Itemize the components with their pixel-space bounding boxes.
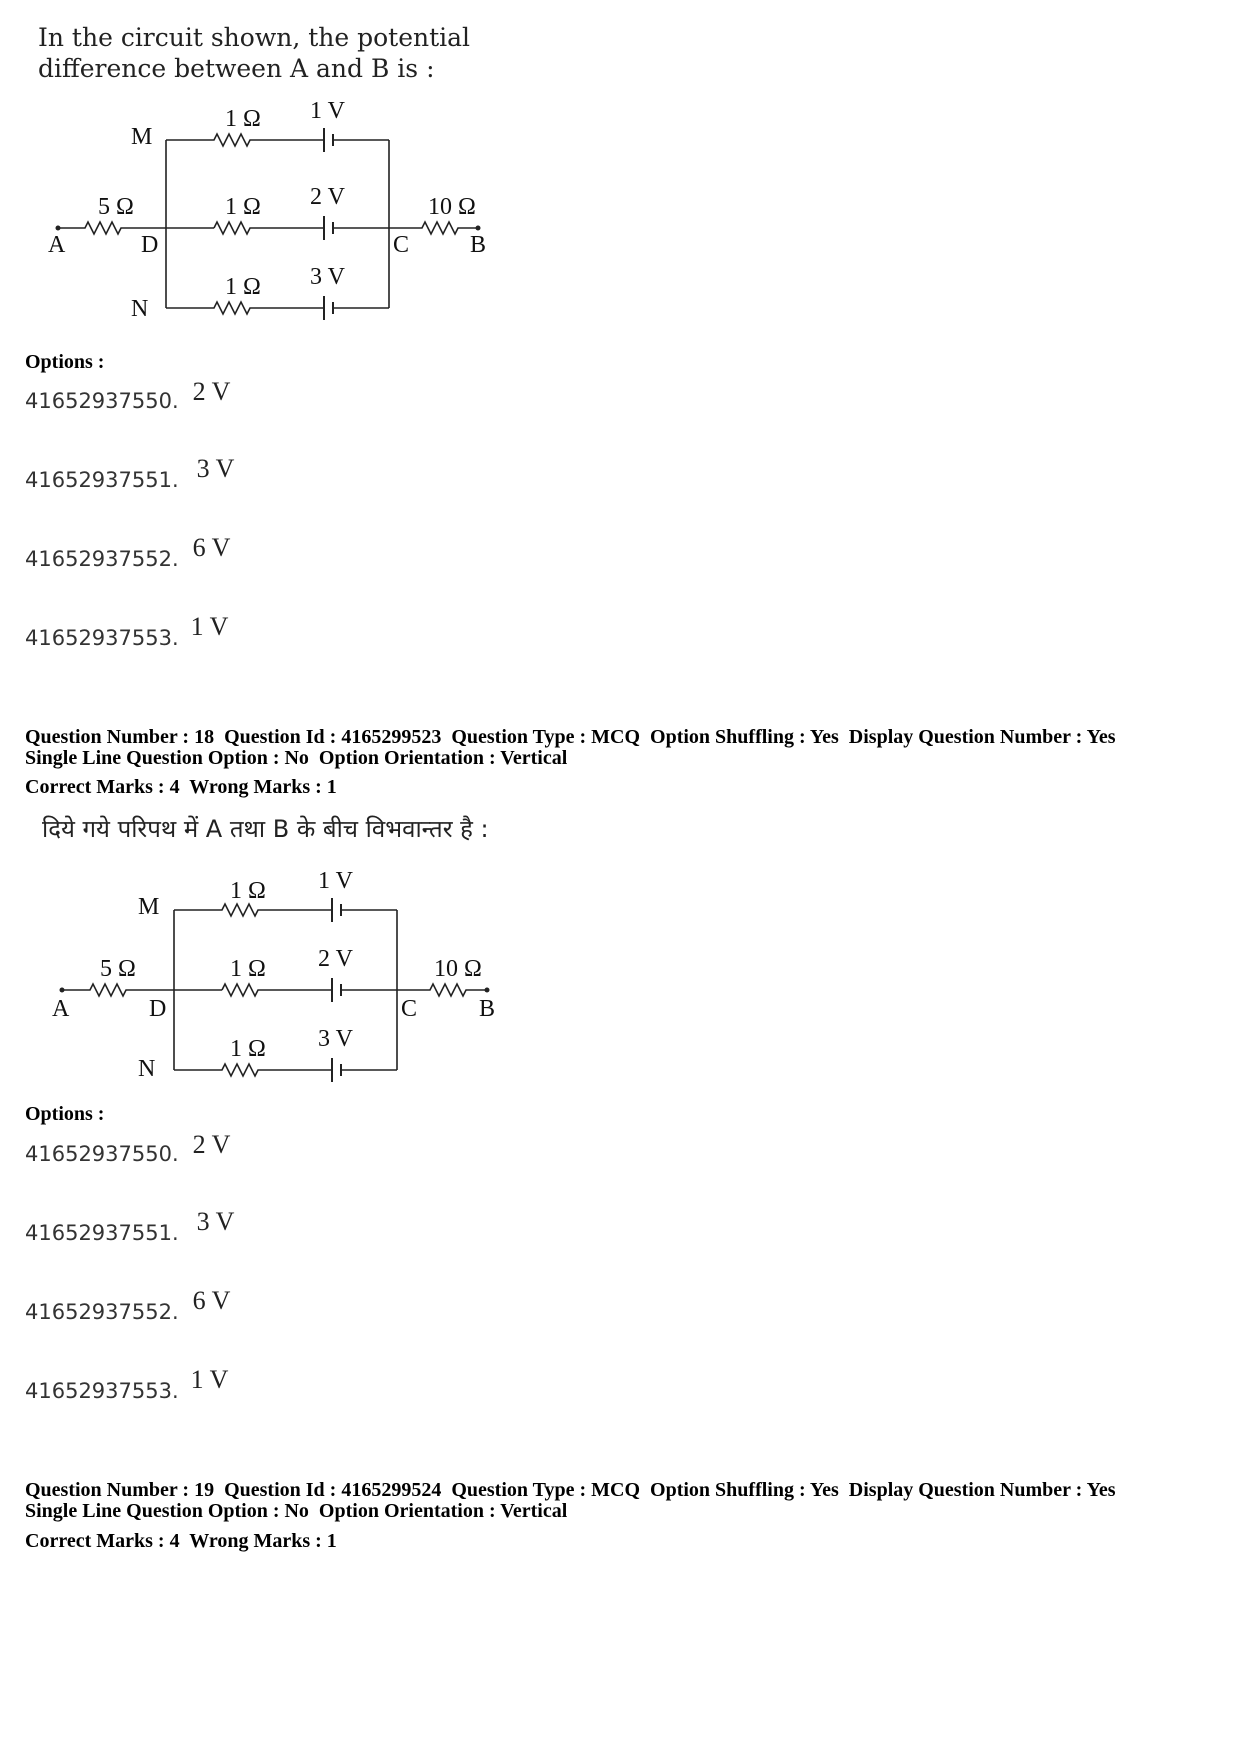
emf-top-label: 1 V bbox=[310, 98, 345, 124]
resistor-top-label: 1 Ω bbox=[230, 878, 266, 904]
emf-bottom-label: 3 V bbox=[310, 264, 345, 290]
option-id: 41652937551. bbox=[25, 468, 179, 492]
resistor-top-label: 1 Ω bbox=[225, 106, 261, 132]
q18-meta-line-1: Question Number : 18 Question Id : 4165299523 Question Type : MCQ Option Shuffling : Yes Display Question Number : Yes bbox=[25, 726, 1116, 748]
option-value: 6 V bbox=[192, 533, 231, 562]
question-text-line-1: In the circuit shown, the potential bbox=[38, 23, 471, 52]
node-a-label: A bbox=[48, 232, 66, 258]
node-n-label: N bbox=[138, 1056, 156, 1082]
q18-marks: Correct Marks : 4 Wrong Marks : 1 bbox=[25, 776, 337, 798]
option-value: 2 V bbox=[192, 377, 231, 406]
resistor-mid-label: 1 Ω bbox=[230, 956, 266, 982]
resistor-mid-label: 1 Ω bbox=[225, 194, 261, 220]
emf-top-label: 1 V bbox=[318, 868, 353, 894]
emf-mid-label: 2 V bbox=[310, 184, 345, 210]
node-c-label: C bbox=[393, 232, 410, 258]
option-value: 3 V bbox=[196, 1207, 235, 1236]
node-d-label: D bbox=[141, 232, 159, 258]
resistor-10-ohm-label: 10 Ω bbox=[434, 956, 482, 982]
resistor-5-ohm-label: 5 Ω bbox=[100, 956, 136, 982]
option-id: 41652937553. bbox=[25, 626, 179, 650]
option-value: 1 V bbox=[190, 612, 229, 641]
resistor-10-ohm-label: 10 Ω bbox=[428, 194, 476, 220]
emf-mid-label: 2 V bbox=[318, 946, 353, 972]
option-row[interactable] bbox=[25, 454, 235, 494]
resistor-bottom-label: 1 Ω bbox=[230, 1036, 266, 1062]
resistor-top bbox=[166, 134, 324, 146]
option-row[interactable] bbox=[25, 377, 231, 415]
node-b-label: B bbox=[479, 996, 496, 1022]
option-row[interactable] bbox=[25, 1207, 235, 1247]
resistor-bottom-label: 1 Ω bbox=[225, 274, 261, 300]
node-n-label: N bbox=[131, 296, 149, 322]
option-value: 6 V bbox=[192, 1286, 231, 1315]
option-row[interactable] bbox=[25, 1130, 231, 1168]
option-value: 3 V bbox=[196, 454, 235, 483]
option-value: 2 V bbox=[192, 1130, 231, 1159]
option-row[interactable] bbox=[25, 1365, 229, 1405]
battery-cells bbox=[324, 128, 333, 320]
q19-marks: Correct Marks : 4 Wrong Marks : 1 bbox=[25, 1530, 337, 1552]
node-b-label: B bbox=[470, 232, 487, 258]
option-id: 41652937551. bbox=[25, 1221, 179, 1245]
option-id: 41652937550. bbox=[25, 389, 179, 413]
option-id: 41652937552. bbox=[25, 547, 179, 571]
circuit-diagram bbox=[40, 90, 550, 330]
question-text-line-2: difference between A and B is : bbox=[38, 54, 435, 83]
options-label: Options : bbox=[25, 351, 105, 373]
resistor-mid bbox=[214, 222, 324, 234]
option-id: 41652937553. bbox=[25, 1379, 179, 1403]
option-row[interactable] bbox=[25, 1286, 231, 1326]
node-m-label: M bbox=[138, 894, 160, 920]
resistor-5-ohm-label: 5 Ω bbox=[98, 194, 134, 220]
option-id: 41652937550. bbox=[25, 1142, 179, 1166]
circuit-diagram bbox=[42, 858, 552, 1098]
q19-meta-line-1: Question Number : 19 Question Id : 4165299524 Question Type : MCQ Option Shuffling : Yes Display Question Number : Yes bbox=[25, 1479, 1116, 1501]
node-a-label: A bbox=[52, 996, 70, 1022]
options-label: Options : bbox=[25, 1103, 105, 1125]
emf-bottom-label: 3 V bbox=[318, 1026, 353, 1052]
q19-meta-line-2: Single Line Question Option : No Option Orientation : Vertical bbox=[25, 1500, 568, 1522]
node-m-label: M bbox=[131, 124, 153, 150]
option-row[interactable] bbox=[25, 533, 231, 573]
option-value: 1 V bbox=[190, 1365, 229, 1394]
q18-meta-line-2: Single Line Question Option : No Option Orientation : Vertical bbox=[25, 747, 568, 769]
option-id: 41652937552. bbox=[25, 1300, 179, 1324]
option-row[interactable] bbox=[25, 612, 229, 652]
q18-question-text: दिये गये परिपथ में A तथा B के बीच विभवान्तर है : bbox=[42, 815, 489, 843]
node-c-label: C bbox=[401, 996, 418, 1022]
node-d-label: D bbox=[149, 996, 167, 1022]
resistor-bottom bbox=[166, 302, 324, 314]
